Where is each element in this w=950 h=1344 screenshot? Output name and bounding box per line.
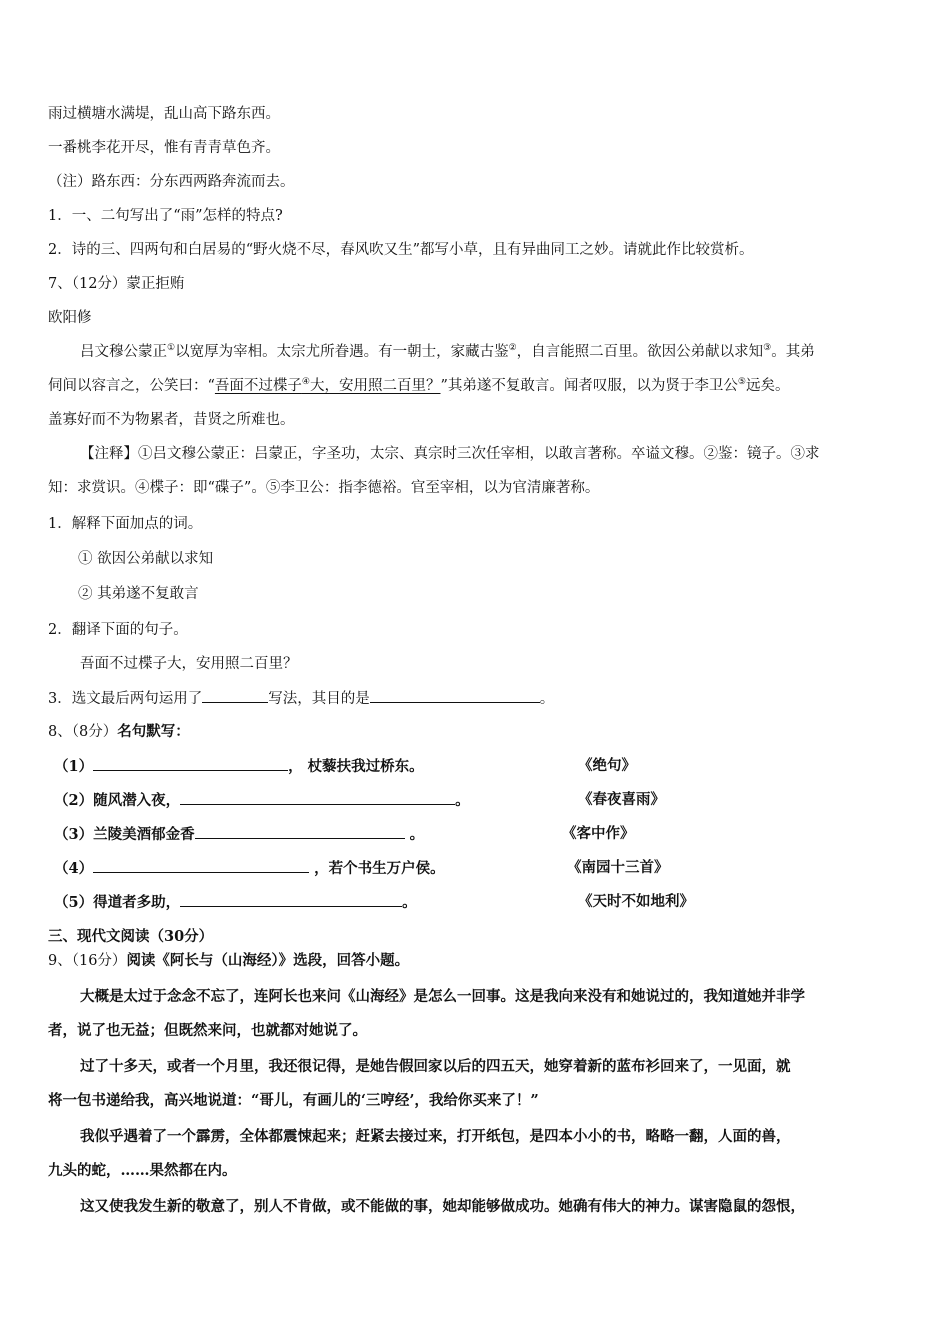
poem-line-1: 雨过横塘水满堤，乱山高下路东西。 [48,106,280,122]
q8-item-4: （4） ，若个书生万户侯。 [54,860,445,877]
poem-note: （注）路东西：分东西两路奔流而去。 [48,174,295,190]
q8-item-5-source: 《天时不如地利》 [578,893,694,910]
answer-blank[interactable] [93,756,288,771]
q7-passage-line-1: 吕文穆公蒙正①以宽厚为宰相。太宗尤所眷遇。有一朝士，家藏古鉴②，自言能照二百里。欲因公弟献以求知③。其弟 [80,343,815,360]
q8-item-3: （3）兰陵美酒郁金香 。 [54,826,425,843]
answer-blank[interactable] [93,858,309,873]
passage-p1-line-1: 大概是太过于念念不忘了，连阿长也来问《山海经》是怎么一回事。这是我向来没有和她说过的，我知道她并非学 [80,988,805,1005]
passage-p2-line-1: 过了十多天，或者一个月里，我还很记得，是她告假回家以后的四五天，她穿着新的蓝布衫回来了，一见面，就 [80,1058,791,1075]
q7-notes-line-2: 知：求赏识。④楪子：即“碟子”。⑤李卫公：指李德裕。官至宰相，以为官清廉著称。 [48,480,600,496]
passage-p4-line-1: 这又使我发生新的敬意了，别人不肯做，或不能做的事，她却能够做成功。她确有伟大的神力。谋害隐鼠的怨恨， [80,1198,805,1215]
q7-question-1a: ① 欲因公弟献以求知 [78,551,214,567]
q8-item-1: （1） ， 杖藜扶我过桥东。 [54,758,424,775]
q8-item-2: （2）随风潜入夜， 。 [54,792,470,809]
q8-item-1-source: 《绝句》 [578,757,636,774]
q7-notes-line-1: 【注释】①吕文穆公蒙正：吕蒙正，字圣功，太宗、真宗时三次任宰相，以敢言著称。卒谥文穆。②鉴：镜子。③求 [80,446,820,462]
q7-question-2: 2．翻译下面的句子。 [48,622,188,638]
q7-heading: 7、（12分）蒙正拒贿 [48,276,185,292]
q7-question-1b: ② 其弟遂不复敢言 [78,586,199,602]
poem-question-2: 2．诗的三、四两句和白居易的“野火烧不尽，春风吹又生”都写小草，且有异曲同工之妙。请就此作比较赏析。 [48,242,754,258]
answer-blank[interactable] [195,824,405,839]
q8-item-4-source: 《南园十三首》 [567,859,669,876]
q7-question-1: 1．解释下面加点的词。 [48,516,203,532]
poem-question-1: 1．一、二句写出了“雨”怎样的特点? [48,208,283,224]
passage-p2-line-2: 将一包书递给我，高兴地说道：“哥儿，有画儿的‘三哼经’，我给你买来了！” [48,1092,539,1109]
q7-underlined-sentence: 吾面不过楪子④大，安用照二百里？ [214,377,441,394]
q8-item-5: （5）得道者多助， 。 [54,894,417,911]
q8-heading: 8、（8分）名句默写： [48,723,190,740]
q7-passage-line-3: 盖寡好而不为物累者，昔贤之所难也。 [48,412,295,428]
passage-p3-line-2: 九头的蛇，……果然都在内。 [48,1162,237,1179]
q7-author: 欧阳修 [48,310,92,326]
answer-blank[interactable] [202,688,268,703]
q7-question-2-sentence: 吾面不过楪子大，安用照二百里？ [80,656,298,672]
answer-blank[interactable] [180,790,455,805]
answer-blank[interactable] [370,688,540,703]
answer-blank[interactable] [180,892,402,907]
q9-heading: 9、（16分）阅读《阿长与（山海经）》选段，回答小题。 [48,952,410,969]
section-3-heading: 三、现代文阅读（30分） [48,928,214,945]
passage-p1-line-2: 者，说了也无益；但既然来问，也就都对她说了。 [48,1022,367,1039]
passage-p3-line-1: 我似乎遇着了一个霹雳，全体都震悚起来；赶紧去接过来，打开纸包，是四本小小的书，略略一翻，人面的兽， [80,1128,791,1145]
q8-item-3-source: 《客中作》 [562,825,635,842]
q7-passage-line-2: 伺间以容言之，公笑曰：“吾面不过楪子④大，安用照二百里？”其弟遂不复敢言。闻者叹服，以为贤于李卫公⑤远矣。 [48,377,790,394]
q7-question-3: 3．选文最后两句运用了 写法，其目的是 。 [48,688,554,709]
poem-line-2: 一番桃李花开尽，惟有青青草色齐。 [48,140,280,156]
q8-item-2-source: 《春夜喜雨》 [578,791,665,808]
